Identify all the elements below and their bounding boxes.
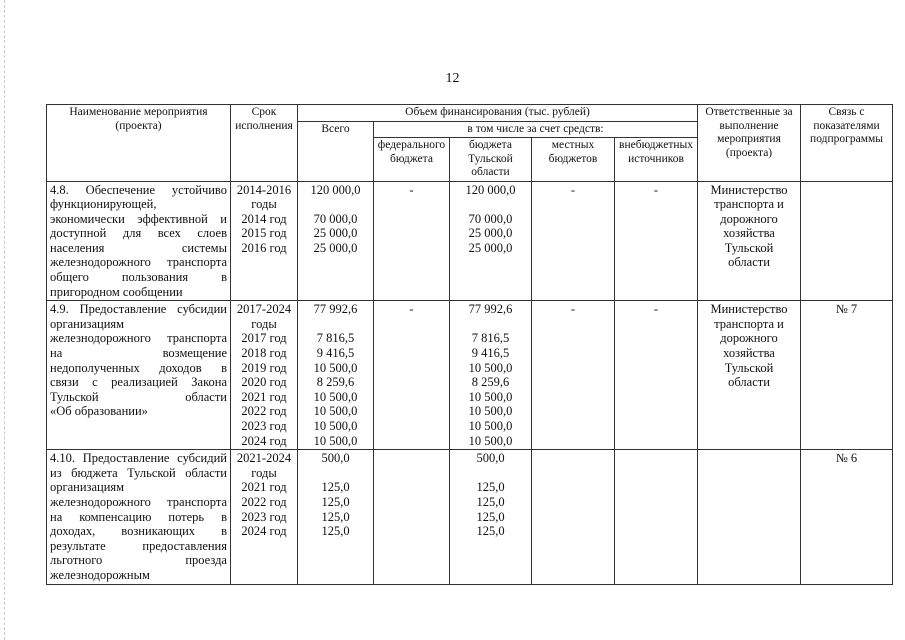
- cell-line: 10 500,0: [313, 360, 358, 375]
- cell-line: [301, 317, 370, 332]
- cell-regional: [450, 301, 532, 450]
- cell-federal: -: [374, 301, 450, 450]
- cell-line: 2018 год: [241, 346, 287, 361]
- cell-line: 2021 год: [241, 480, 287, 495]
- header-responsible: Ответственные за выполнение мероприятия (проекта): [698, 105, 801, 182]
- cell-name: [47, 450, 231, 584]
- cell-line: 2015 год: [241, 226, 287, 241]
- cell-line: 4.10. Предоставление субсидий: [50, 451, 227, 466]
- cell-line: на компенсацию потерь в: [50, 509, 227, 524]
- cell-line: дорожного: [720, 211, 778, 226]
- cell-line: 2024 год: [241, 524, 287, 539]
- cell-line: [453, 197, 528, 212]
- cell-line: 2022 год: [241, 404, 287, 419]
- cell-line: 2023 год: [241, 509, 287, 524]
- cell-line: организациям: [50, 316, 125, 331]
- cell-link: № 6: [801, 450, 893, 584]
- cell-line: железнодорожного транспорта: [50, 494, 227, 509]
- cell-line: 10 500,0: [468, 404, 513, 419]
- table-row: [47, 301, 893, 450]
- cell-line: годы: [251, 316, 277, 331]
- cell-extra: -: [615, 181, 698, 301]
- financing-table: [46, 104, 893, 585]
- cell-line: из бюджета Тульской области: [50, 465, 227, 480]
- cell-line: доступной для всех слоев: [50, 226, 227, 241]
- cell-line: 500,0: [321, 451, 350, 466]
- cell-line: 10 500,0: [468, 419, 513, 433]
- header-funding: Объем финансирования (тыс. рублей): [298, 105, 698, 122]
- cell-name: [47, 181, 231, 301]
- cell-line: льготного проезда: [50, 553, 227, 568]
- cell-line: 125,0: [476, 509, 505, 524]
- cell-line: области: [728, 255, 770, 270]
- cell-name: [47, 301, 231, 450]
- cell-line: 10 500,0: [313, 419, 358, 433]
- cell-line: 2021-2024: [236, 451, 292, 466]
- cell-line: [453, 317, 528, 332]
- cell-line: хозяйства: [723, 226, 775, 241]
- cell-regional: [450, 450, 532, 584]
- cell-line: [301, 197, 370, 212]
- cell-line: 4.8. Обеспечение устойчиво: [50, 182, 227, 197]
- cell-line: функционирующей,: [50, 197, 157, 212]
- cell-line: годы: [251, 197, 277, 212]
- cell-line: транспорта и: [714, 316, 784, 331]
- cell-period: [231, 301, 298, 450]
- cell-line: экономически эффективной и: [50, 211, 227, 226]
- table-row: [47, 181, 893, 301]
- header-regional: бюджета Тульской области: [450, 138, 532, 182]
- cell-link: № 7: [801, 301, 893, 450]
- cell-responsible: [698, 181, 801, 301]
- cell-line: недополученных доходов в: [50, 360, 227, 375]
- cell-line: 125,0: [476, 494, 505, 509]
- cell-line: 10 500,0: [468, 389, 513, 404]
- cell-local: [532, 450, 615, 584]
- cell-line: 77 992,6: [313, 302, 358, 317]
- cell-line: 2014-2016: [236, 182, 292, 197]
- cell-regional: [450, 181, 532, 301]
- header-link: Связь с показателями подпрограммы: [801, 105, 893, 182]
- cell-line: железнодорожного транспорта: [50, 255, 227, 270]
- cell-line: железнодорожного транспорта: [50, 331, 227, 346]
- cell-line: 10 500,0: [313, 433, 358, 448]
- cell-line: 2017-2024: [236, 302, 292, 317]
- cell-line: Тульской: [724, 360, 774, 375]
- cell-line: [453, 466, 528, 481]
- header-local: местных бюджетов: [532, 138, 615, 182]
- cell-line: 25 000,0: [468, 240, 513, 255]
- header-federal: федерального бюджета: [374, 138, 450, 182]
- cell-line: 4.9. Предоставление субсидии: [50, 302, 227, 317]
- cell-line: 77 992,6: [468, 302, 513, 317]
- cell-line: организациям: [50, 480, 125, 495]
- header-name: Наименование мероприятия (проекта): [47, 105, 231, 182]
- cell-federal: -: [374, 181, 450, 301]
- cell-line: 500,0: [476, 451, 505, 466]
- cell-line: 125,0: [321, 509, 350, 524]
- header-row-1: [47, 105, 893, 122]
- cell-line: общего пользования в: [50, 270, 227, 285]
- header-including: в том числе за счет средств:: [374, 121, 698, 138]
- cell-line: дорожного: [720, 331, 778, 346]
- cell-line: транспорта и: [714, 197, 784, 212]
- cell-line: 2019 год: [241, 360, 287, 375]
- cell-period: [231, 181, 298, 301]
- cell-line: 9 416,5: [471, 346, 510, 361]
- cell-total: [298, 181, 374, 301]
- cell-line: 7 816,5: [316, 331, 355, 346]
- cell-line: 10 500,0: [313, 404, 358, 419]
- cell-line: 120 000,0: [310, 182, 361, 197]
- cell-line: 10 500,0: [313, 389, 358, 404]
- cell-line: 125,0: [476, 524, 505, 539]
- cell-line: Министерство: [710, 182, 788, 197]
- cell-line: Тульской: [724, 240, 774, 255]
- cell-line: 9 416,5: [316, 346, 355, 361]
- cell-line: [301, 466, 370, 481]
- cell-line: пригородном сообщении: [50, 284, 183, 299]
- cell-line: результате предоставления: [50, 538, 227, 553]
- cell-link: [801, 181, 893, 301]
- cell-line: 25 000,0: [313, 240, 358, 255]
- cell-line: Тульской области: [50, 389, 227, 404]
- cell-total: [298, 450, 374, 584]
- cell-line: хозяйства: [723, 346, 775, 361]
- cell-line: 8 259,6: [471, 375, 510, 390]
- cell-extra: -: [615, 301, 698, 450]
- cell-line: железнодорожным: [50, 567, 150, 582]
- cell-line: 10 500,0: [468, 433, 513, 448]
- cell-extra: [615, 450, 698, 584]
- cell-line: населения системы: [50, 240, 227, 255]
- cell-line: на возмещение: [50, 346, 227, 361]
- cell-line: Министерство: [710, 302, 788, 317]
- cell-line: связи с реализацией Закона: [50, 375, 227, 390]
- cell-line: 2014 год: [241, 211, 287, 226]
- cell-line: доходах, возникающих в: [50, 524, 227, 539]
- cell-line: области: [728, 375, 770, 390]
- cell-responsible: [698, 450, 801, 584]
- cell-federal: [374, 450, 450, 584]
- cell-total: [298, 301, 374, 450]
- cell-line: 125,0: [321, 494, 350, 509]
- cell-line: 2020 год: [241, 375, 287, 390]
- cell-line: 25 000,0: [313, 226, 358, 241]
- cell-line: «Об образовании»: [50, 404, 148, 419]
- cell-line: 125,0: [321, 524, 350, 539]
- cell-line: 2017 год: [241, 331, 287, 346]
- cell-line: 125,0: [321, 480, 350, 495]
- cell-responsible: [698, 301, 801, 450]
- cell-line: годы: [251, 465, 277, 480]
- cell-period: [231, 450, 298, 584]
- cell-local: -: [532, 301, 615, 450]
- cell-line: 125,0: [476, 480, 505, 495]
- table-row: [47, 450, 893, 584]
- cell-line: 2024 год: [241, 433, 287, 448]
- scan-edge-line: [4, 0, 5, 640]
- cell-line: 2021 год: [241, 389, 287, 404]
- cell-local: -: [532, 181, 615, 301]
- header-term: Срок исполнения: [231, 105, 298, 182]
- page-number: 12: [445, 71, 460, 86]
- cell-line: 2022 год: [241, 494, 287, 509]
- cell-line: 70 000,0: [468, 211, 513, 226]
- header-extra: внебюджетных источников: [615, 138, 698, 182]
- cell-line: 2016 год: [241, 240, 287, 255]
- cell-line: 2023 год: [241, 419, 287, 433]
- cell-line: 25 000,0: [468, 226, 513, 241]
- cell-line: 120 000,0: [465, 182, 516, 197]
- header-total: Всего: [298, 121, 374, 181]
- cell-line: 70 000,0: [313, 211, 358, 226]
- cell-line: 7 816,5: [471, 331, 510, 346]
- cell-line: 8 259,6: [316, 375, 355, 390]
- cell-line: 10 500,0: [468, 360, 513, 375]
